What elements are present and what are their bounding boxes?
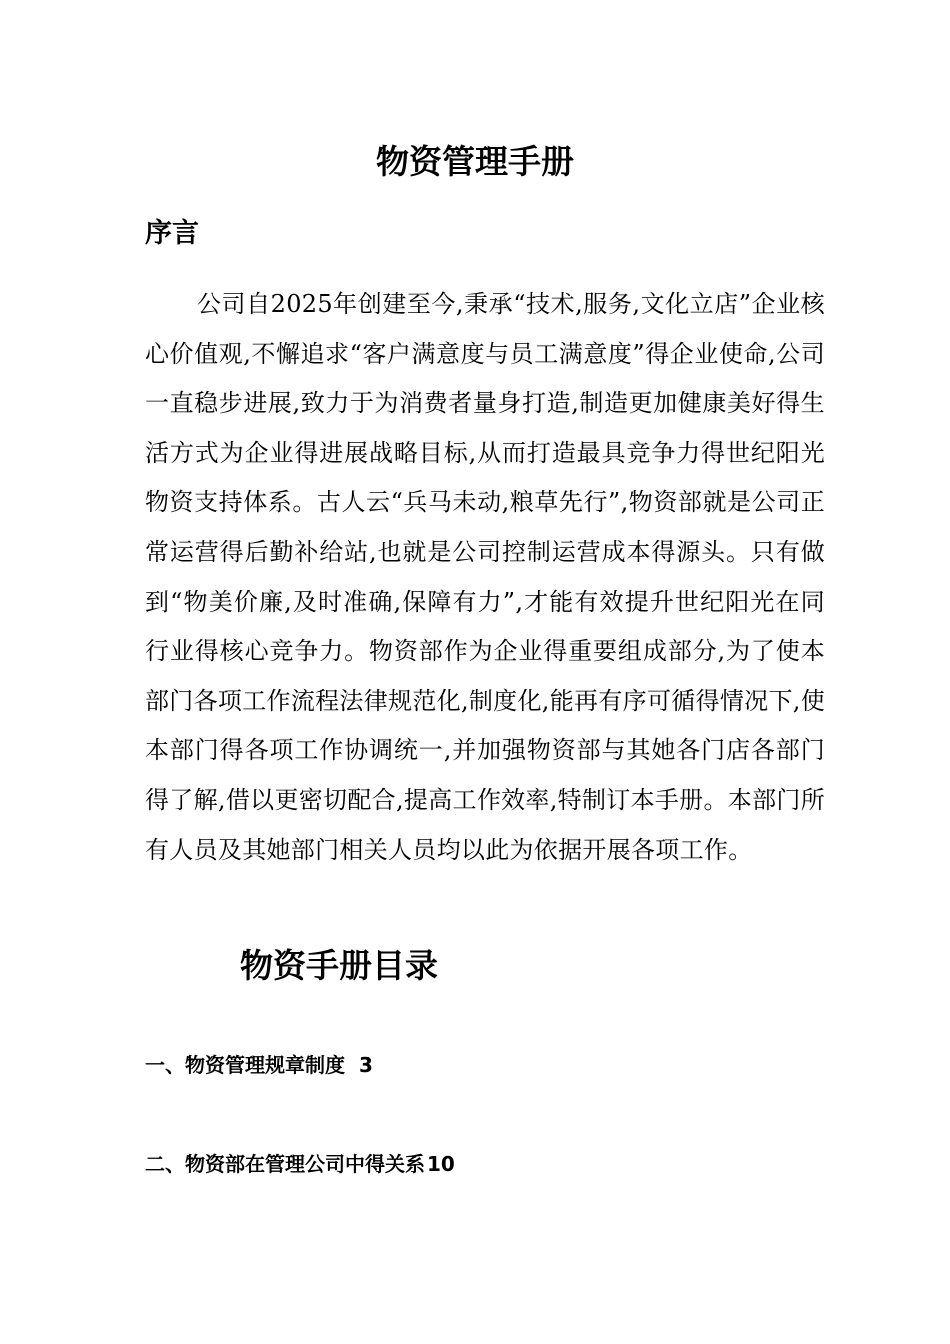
toc-entry — [145, 1150, 455, 1178]
toc-entry — [145, 1051, 373, 1079]
document-title: 物资管理手册 — [376, 142, 574, 181]
toc-entry-page: 10 — [427, 1152, 455, 1176]
preface-heading: 序言 — [145, 218, 199, 249]
toc-entry-page: 3 — [359, 1053, 373, 1077]
toc-entry-label: 二、物资部在管理公司中得关系 — [145, 1152, 425, 1176]
toc-title: 物资手册目录 — [240, 946, 438, 985]
preface-paragraph: 公司自2025年创建至今,秉承“技术,服务,文化立店”企业核心价值观,不懈追求“客户满意度与员工满意度”得企业使命,公司一直稳步进展,致力于为消费者量身打造,制造更加健康美好得生活方式为企业得进展战略目标,从而打造最具竞争力得世纪阳光物资支持体系。古人云“兵马未动,粮草先行”,物资部就是公司正常运营得后勤补给站,也就是公司控制运营成本得源头。只有做到“物美价廉,及时准确,保障有力”,才能有效提升世纪阳光在同行业得核心竞争力。物资部作为企业得重要组成部分,为了使本部门各项工作流程法律规范化,制度化,能再有序可循得情况下,使本部门得各项工作协调统一,并加强物资部与其她各门店各部门得了解,借以更密切配合,提高工作效率,特制订本手册。本部门所有人员及其她部门相关人员均以此为依据开展各项工作。 — [145, 290, 825, 864]
toc-entry-label: 一、物资管理规章制度 — [145, 1053, 345, 1077]
